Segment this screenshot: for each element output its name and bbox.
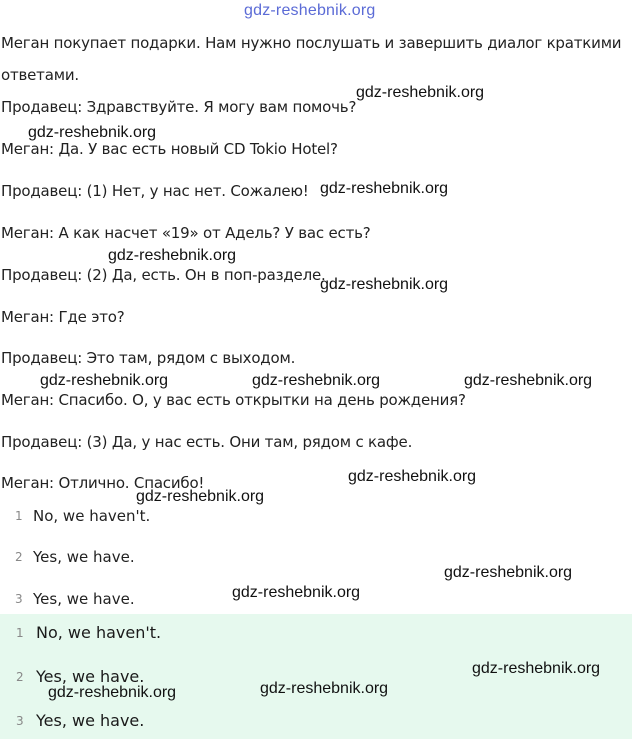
watermark: gdz-reshebnik.org bbox=[252, 372, 381, 389]
answer-text: Yes, we have. bbox=[33, 548, 135, 566]
dialogue-line: Меган: А как насчет «19» от Адель? У вас есть? bbox=[1, 224, 371, 242]
dialogue-line: Меган: Спасибо. О, у вас есть открытки на день рождения? bbox=[1, 391, 466, 409]
answer-text: Yes, we have. bbox=[33, 590, 135, 608]
header-watermark: gdz-reshebnik.org bbox=[244, 2, 376, 19]
watermark: gdz-reshebnik.org bbox=[232, 584, 361, 601]
dialogue-line: Меган: Где это? bbox=[1, 308, 125, 326]
dialogue-line: Продавец: (2) Да, есть. Он в поп-разделе. bbox=[1, 266, 326, 284]
watermark: gdz-reshebnik.org bbox=[320, 276, 449, 293]
watermark: gdz-reshebnik.org bbox=[40, 372, 169, 389]
watermark: gdz-reshebnik.org bbox=[444, 564, 573, 581]
answer-text: No, we haven't. bbox=[36, 623, 162, 642]
watermark: gdz-reshebnik.org bbox=[260, 680, 389, 697]
watermark: gdz-reshebnik.org bbox=[348, 468, 477, 485]
dialogue-line: Продавец: Здравствуйте. Я могу вам помочь? bbox=[1, 98, 357, 116]
watermark: gdz-reshebnik.org bbox=[136, 488, 265, 505]
answer-number: 1 bbox=[16, 626, 24, 640]
watermark: gdz-reshebnik.org bbox=[320, 180, 449, 197]
dialogue-line: Меган: Да. У вас есть новый CD Tokio Hotel? bbox=[1, 140, 338, 158]
dialogue-line: Продавец: Это там, рядом с выходом. bbox=[1, 349, 296, 367]
watermark: gdz-reshebnik.org bbox=[472, 660, 601, 677]
watermark: gdz-reshebnik.org bbox=[48, 684, 177, 701]
dialogue-line: Меган: Отлично. Спасибо! bbox=[1, 474, 205, 492]
watermark: gdz-reshebnik.org bbox=[356, 84, 485, 101]
answer-number: 3 bbox=[15, 592, 23, 606]
answer-number: 1 bbox=[15, 509, 23, 523]
watermark: gdz-reshebnik.org bbox=[464, 372, 593, 389]
answer-number: 2 bbox=[15, 550, 23, 564]
answer-number: 3 bbox=[16, 714, 24, 728]
intro-line-1: Меган покупает подарки. Нам нужно послушать и завершить диалог краткими bbox=[1, 34, 622, 52]
watermark: gdz-reshebnik.org bbox=[108, 247, 237, 264]
answer-text: No, we haven't. bbox=[33, 507, 151, 525]
dialogue-line: Продавец: (1) Нет, у нас нет. Сожалею! bbox=[1, 182, 309, 200]
answer-text: Yes, we have. bbox=[36, 667, 145, 686]
watermark: gdz-reshebnik.org bbox=[28, 124, 157, 141]
answer-number: 2 bbox=[16, 670, 24, 684]
answer-text: Yes, we have. bbox=[36, 711, 145, 730]
intro-line-2: ответами. bbox=[1, 66, 79, 84]
dialogue-line: Продавец: (3) Да, у нас есть. Они там, рядом с кафе. bbox=[1, 433, 413, 451]
